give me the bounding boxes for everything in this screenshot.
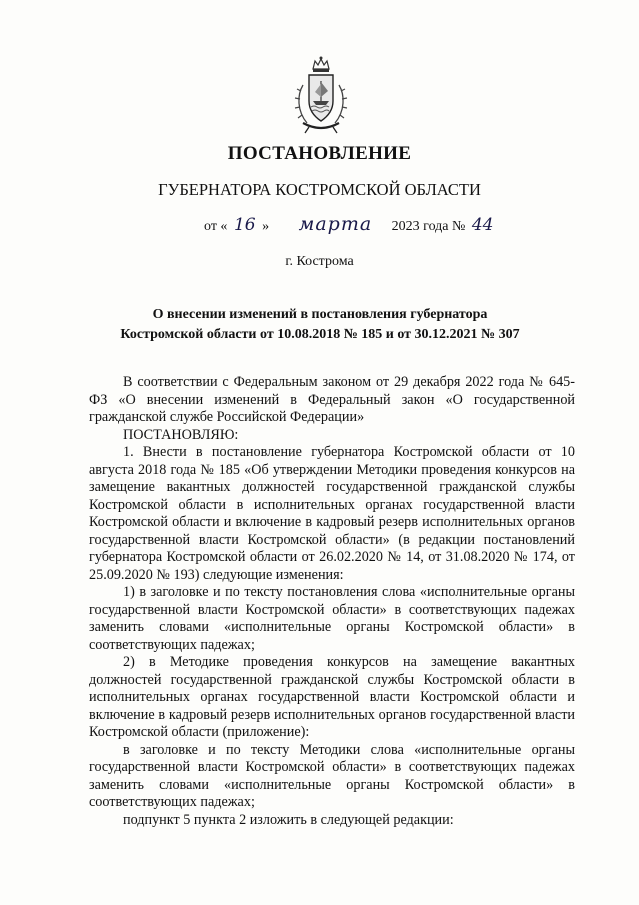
paragraph-preamble: В соответствии с Федеральным законом от 29 декабря 2022 года № 645-ФЗ «О внесении изменений в Федеральный закон «О государственной гражданской службе Российской Федерации» — [89, 374, 575, 425]
paragraph-resolve: ПОСТАНОВЛЯЮ: — [123, 426, 239, 443]
paragraph-subitem-2: 2) в Методике проведения конкурсов на замещение вакантных должностей государственной гражданской службы Костромской области в исполнительных органах государственной власти Костромской области и включение в кадровый резерв исполнительных органов государственной власти Костромской области (приложение): — [89, 654, 575, 740]
city-line: г. Кострома — [285, 254, 354, 269]
date-line — [204, 213, 494, 235]
document-number-handwritten: 44 — [471, 215, 494, 235]
heading-line-2: Костромской области от 10.08.2018 № 185 и от 30.12.2021 № 307 — [120, 327, 520, 342]
paragraph-subpoint-5: подпункт 5 пункта 2 изложить в следующей редакции: — [123, 811, 454, 828]
document-body — [89, 374, 575, 829]
paragraph-subitem-1: 1) в заголовке и по тексту постановления слова «исполнительные органы государственной власти Костромской области» в соответствующих падежах заменить словами «исполнительные органы Костромской области» в соответствующих падежах; — [89, 584, 575, 653]
heading-line-1: О внесении изменений в постановления губернатора — [152, 307, 488, 322]
document-heading — [60, 305, 580, 345]
date-prefix: от « — [204, 219, 228, 234]
coat-of-arms-icon — [289, 55, 353, 135]
date-year-text: 2023 года № — [391, 219, 466, 234]
document-title: ПОСТАНОВЛЕНИЕ — [227, 143, 412, 164]
date-mid: » — [262, 219, 270, 234]
date-day-handwritten: 16 — [233, 215, 256, 235]
paragraph-item-1: 1. Внести в постановление губернатора Костромской области от 10 августа 2018 года № 185 «Об утверждении Методики проведения конкурсов на замещение вакантных должностей государственной гражданской службы Костромской области в исполнительных органах государственной власти Костромской области и включение в кадровый резерв исполнительных органов государственной власти Костромской области» (в редакции постановлений губернатора Костромской области от 26.02.2020 № 14, от 31.08.2020 № 174, от 25.09.2020 № 193) следующие изменения: — [89, 444, 575, 583]
paragraph-methodology-title: в заголовке и по тексту Методики слова «исполнительные органы государственной власти Костромской области» в соответствующих падежах заменить словами «исполнительные органы Костромской области» в соответствующих падежах; — [89, 741, 575, 810]
date-month-handwritten: марта — [298, 213, 373, 235]
document-subtitle: ГУБЕРНАТОРА КОСТРОМСКОЙ ОБЛАСТИ — [158, 180, 481, 199]
